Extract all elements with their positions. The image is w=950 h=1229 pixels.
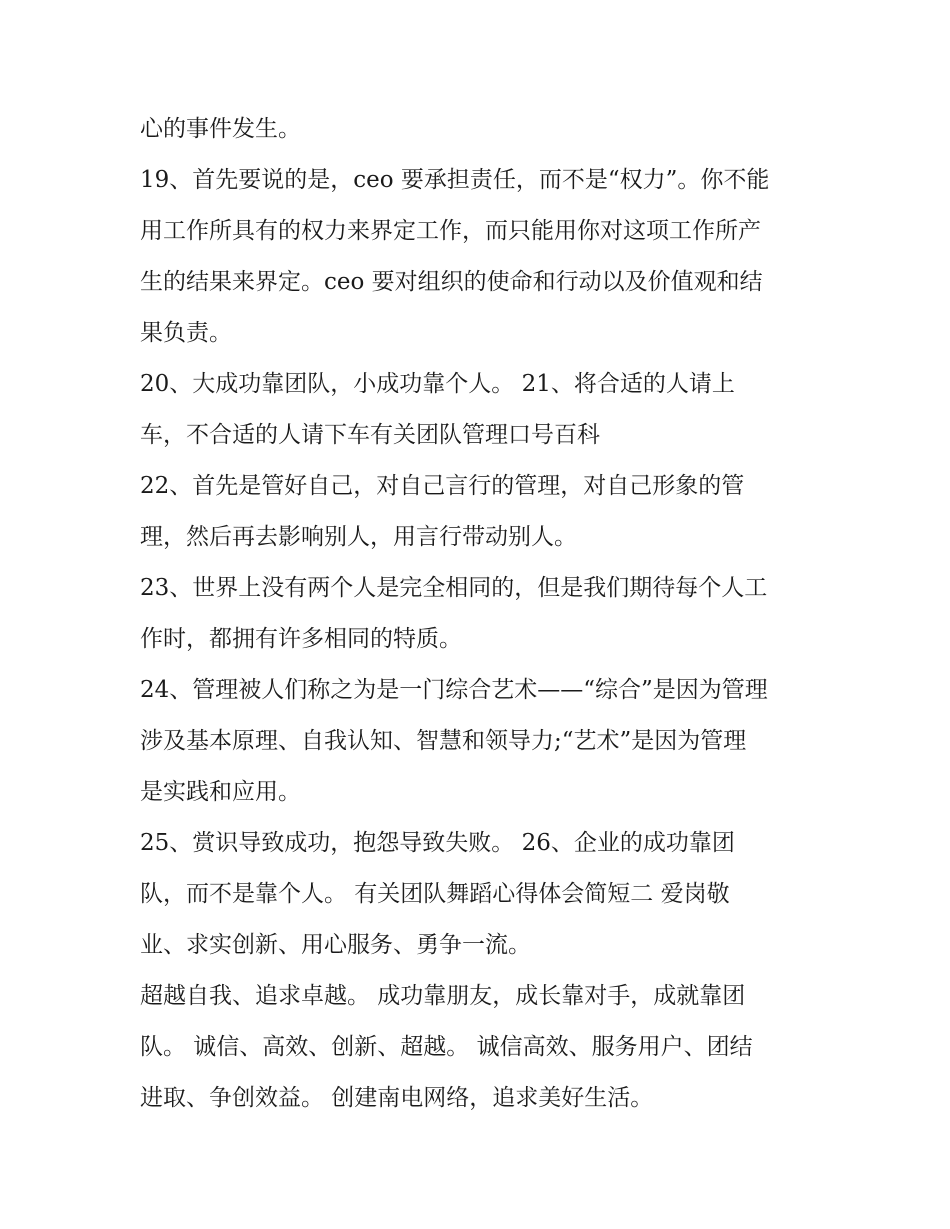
text-line: 22、首先是管好自己，对自己言行的管理，对自己形象的管 bbox=[140, 473, 745, 499]
text-line: 车，不合适的人请下车有关团队管理口号百科 bbox=[140, 422, 600, 448]
text-line: 队。 诚信、高效、创新、超越。 诚信高效、服务用户、团结 bbox=[140, 1034, 753, 1060]
text-line: 20、大成功靠团队，小成功靠个人。 21、将合适的人请上 bbox=[140, 371, 735, 397]
text-line: 作时，都拥有许多相同的特质。 bbox=[140, 626, 462, 652]
text-line: 队，而不是靠个人。 有关团队舞蹈心得体会简短二 爱岗敬 bbox=[140, 881, 730, 907]
text-line: 业、求实创新、用心服务、勇争一流。 bbox=[140, 932, 531, 958]
text-line: 19、首先要说的是，ceo 要承担责任，而不是“权力”。你不能 bbox=[140, 167, 770, 193]
text-line: 25、赏识导致成功，抱怨导致失败。 26、企业的成功靠团 bbox=[140, 830, 735, 856]
text-line: 生的结果来界定。ceo 要对组织的使命和行动以及价值观和结 bbox=[140, 269, 763, 295]
text-line: 24、管理被人们称之为是一门综合艺术——“综合”是因为管理 bbox=[140, 677, 768, 703]
text-line: 心的事件发生。 bbox=[140, 116, 301, 142]
body-text bbox=[140, 104, 820, 1124]
text-line: 是实践和应用。 bbox=[140, 779, 301, 805]
text-line: 进取、争创效益。 创建南电网络，追求美好生活。 bbox=[140, 1085, 654, 1111]
text-line: 理，然后再去影响别人，用言行带动别人。 bbox=[140, 524, 577, 550]
text-line: 超越自我、追求卓越。 成功靠朋友，成长靠对手，成就靠团 bbox=[140, 983, 746, 1009]
text-line: 用工作所具有的权力来界定工作，而只能用你对这项工作所产 bbox=[140, 218, 761, 244]
text-line: 果负责。 bbox=[140, 320, 232, 346]
text-line: 涉及基本原理、自我认知、智慧和领导力;“艺术”是因为管理 bbox=[140, 728, 747, 754]
text-line: 23、世界上没有两个人是完全相同的，但是我们期待每个人工 bbox=[140, 575, 768, 601]
